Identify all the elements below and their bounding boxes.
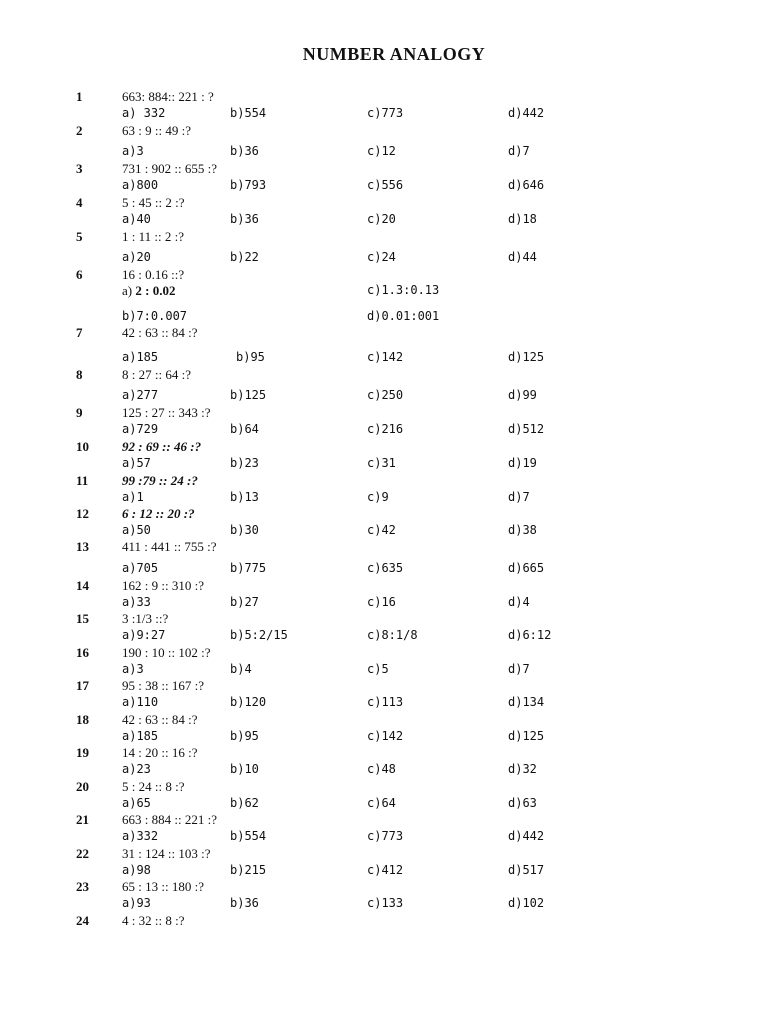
option-b: b)5:2/15 [230, 628, 288, 642]
option-b: b)22 [230, 250, 259, 264]
question-number: 22 [76, 846, 89, 861]
option-a: a)185 [122, 350, 159, 364]
question-text: 42 : 63 :: 84 :? [122, 325, 198, 340]
option-c: c)142 [367, 729, 404, 743]
question-number: 5 [76, 229, 83, 244]
option-d: d)646 [508, 178, 545, 192]
question-text: 5 : 45 :: 2 :? [122, 195, 185, 210]
question-text: 31 : 124 :: 103 :? [122, 846, 211, 861]
question-text: 99 :79 :: 24 :? [122, 473, 198, 488]
option-c: c)16 [367, 595, 396, 609]
option-d: d)19 [508, 456, 537, 470]
option-c: c)133 [367, 896, 404, 910]
option-a: a)20 [122, 250, 151, 264]
question-text: 125 : 27 :: 343 :? [122, 405, 211, 420]
option-b: b)36 [230, 896, 259, 910]
question-number: 14 [76, 578, 89, 593]
option-d: d)7 [508, 144, 530, 158]
option-a: a)332 [122, 829, 159, 843]
question-number: 23 [76, 879, 89, 894]
option-d: d)7 [508, 490, 530, 504]
question-number: 7 [76, 325, 83, 340]
question-text: 190 : 10 :: 102 :? [122, 645, 211, 660]
question-number: 15 [76, 611, 89, 626]
option-b: b)36 [230, 212, 259, 226]
option-d: d)102 [508, 896, 545, 910]
option-d: d)125 [508, 729, 545, 743]
option-c: c)412 [367, 863, 404, 877]
option-d: d)44 [508, 250, 537, 264]
question-number: 9 [76, 405, 83, 420]
option-a: a)729 [122, 422, 159, 436]
question-number: 12 [76, 506, 89, 521]
option-c: c)42 [367, 523, 396, 537]
option-d: d)442 [508, 829, 545, 843]
option-a: a)277 [122, 388, 159, 402]
option-c: c)64 [367, 796, 396, 810]
question-number: 1 [76, 89, 83, 104]
option-a: a)33 [122, 595, 151, 609]
question-number: 24 [76, 913, 89, 928]
question-text: 14 : 20 :: 16 :? [122, 745, 198, 760]
option-d: d)665 [508, 561, 545, 575]
question-text: 162 : 9 :: 310 :? [122, 578, 204, 593]
question-number: 18 [76, 712, 89, 727]
option-d: d)125 [508, 350, 545, 364]
option-b: b)10 [230, 762, 259, 776]
option-a: a)1 [122, 490, 144, 504]
option-b: b)95 [230, 729, 259, 743]
option-b: b)793 [230, 178, 267, 192]
option-b: b)30 [230, 523, 259, 537]
option-b: b)7:0.007 [122, 309, 188, 323]
question-text: 6 : 12 :: 20 :? [122, 506, 195, 521]
option-c: c)216 [367, 422, 404, 436]
option-a-prefix: a) [122, 283, 136, 298]
question-number: 17 [76, 678, 89, 693]
page-title: NUMBER ANALOGY [302, 44, 486, 64]
option-d: d)6:12 [508, 628, 552, 642]
option-d: d)18 [508, 212, 537, 226]
option-b: b)64 [230, 422, 259, 436]
question-number: 11 [76, 473, 89, 488]
option-c: c)12 [367, 144, 396, 158]
option-c: c)48 [367, 762, 396, 776]
option-a: a)98 [122, 863, 151, 877]
option-d: d)512 [508, 422, 545, 436]
question-text: 92 : 69 :: 46 :? [122, 439, 202, 454]
option-a: a)40 [122, 212, 151, 226]
option-a: a)185 [122, 729, 159, 743]
option-d: d)517 [508, 863, 545, 877]
option-a-value: 2 : 0.02 [135, 283, 176, 298]
question-text: 4 : 32 :: 8 :? [122, 913, 185, 928]
option-b: b)36 [230, 144, 259, 158]
option-a: a)50 [122, 523, 151, 537]
option-c: c)5 [367, 662, 389, 676]
option-c: c)31 [367, 456, 396, 470]
option-a: a)93 [122, 896, 151, 910]
option-b: b)62 [230, 796, 259, 810]
option-d: d)0.01:001 [367, 309, 440, 323]
question-text: 95 : 38 :: 167 :? [122, 678, 204, 693]
question-number: 21 [76, 812, 89, 827]
option-c: c)24 [367, 250, 396, 264]
option-a: a) 332 [122, 106, 166, 120]
question-text: 65 : 13 :: 180 :? [122, 879, 204, 894]
option-c: c)8:1/8 [367, 628, 418, 642]
option-a: a)23 [122, 762, 151, 776]
option-d: d)99 [508, 388, 537, 402]
option-b: b)13 [230, 490, 259, 504]
option-a: a)57 [122, 456, 151, 470]
option-b: b)120 [230, 695, 267, 709]
question-number: 10 [76, 439, 89, 454]
option-b: b)554 [230, 106, 267, 120]
option-d: d)134 [508, 695, 545, 709]
option-c: c)20 [367, 212, 396, 226]
option-d: d)38 [508, 523, 537, 537]
option-b: b)554 [230, 829, 267, 843]
option-c: c)773 [367, 829, 404, 843]
option-c: c)113 [367, 695, 404, 709]
question-text: 16 : 0.16 ::? [122, 267, 185, 282]
option-c: c)250 [367, 388, 404, 402]
option-a: a)705 [122, 561, 159, 575]
question-number: 19 [76, 745, 89, 760]
question-text: 731 : 902 :: 655 :? [122, 161, 217, 176]
option-a: a)65 [122, 796, 151, 810]
question-text: 63 : 9 :: 49 :? [122, 123, 191, 138]
question-text: 1 : 11 :: 2 :? [122, 229, 184, 244]
option-b: b)125 [230, 388, 267, 402]
option-d: d)7 [508, 662, 530, 676]
option-a: a)800 [122, 178, 159, 192]
option-d: d)63 [508, 796, 537, 810]
question-number: 8 [76, 367, 83, 382]
option-b: b)23 [230, 456, 259, 470]
question-text: 5 : 24 :: 8 :? [122, 779, 185, 794]
option-a: a)9:27 [122, 628, 166, 642]
option-a: a)3 [122, 662, 144, 676]
option-c: c)1.3:0.13 [367, 283, 440, 297]
option-c: c)635 [367, 561, 404, 575]
option-b: b)4 [230, 662, 252, 676]
option-c: c)773 [367, 106, 404, 120]
option-c: c)9 [367, 490, 389, 504]
question-number: 6 [76, 267, 83, 282]
option-c: c)142 [367, 350, 404, 364]
question-text: 411 : 441 :: 755 :? [122, 539, 217, 554]
option-a: a)3 [122, 144, 144, 158]
option-b: b)95 [236, 350, 265, 364]
option-a [122, 283, 175, 299]
question-number: 2 [76, 123, 83, 138]
question-number: 20 [76, 779, 89, 794]
question-text: 42 : 63 :: 84 :? [122, 712, 198, 727]
question-text: 663 : 884 :: 221 :? [122, 812, 217, 827]
option-d: d)442 [508, 106, 545, 120]
option-a: a)110 [122, 695, 159, 709]
option-c: c)556 [367, 178, 404, 192]
question-text: 3 :1/3 ::? [122, 611, 169, 626]
question-number: 16 [76, 645, 89, 660]
question-number: 13 [76, 539, 89, 554]
option-d: d)4 [508, 595, 530, 609]
question-number: 4 [76, 195, 83, 210]
option-b: b)775 [230, 561, 267, 575]
option-b: b)215 [230, 863, 267, 877]
question-text: 663: 884:: 221 : ? [122, 89, 214, 104]
option-b: b)27 [230, 595, 259, 609]
question-text: 8 : 27 :: 64 :? [122, 367, 191, 382]
question-number: 3 [76, 161, 83, 176]
option-d: d)32 [508, 762, 537, 776]
